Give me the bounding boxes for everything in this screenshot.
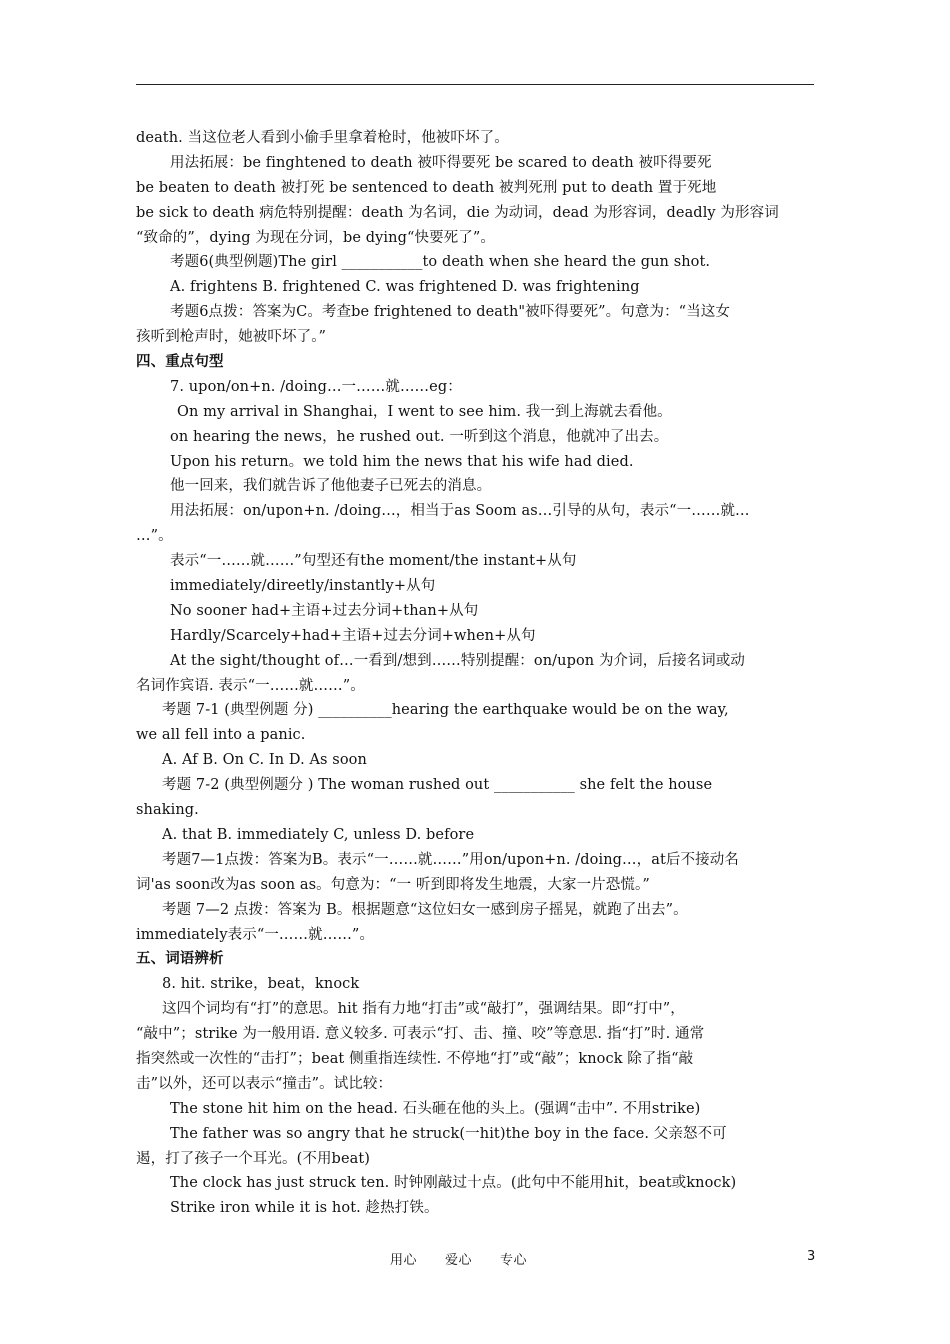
exam-question: shaking. xyxy=(136,802,199,819)
example-sentence: on hearing the news，he rushed out. 一听到这个消息，他就冲了出去。 xyxy=(170,428,669,445)
answer-options: A. that B. immediately C, unless D. before xyxy=(162,826,475,843)
exam-question: 考题 7-2 (典型例题分 ) The woman rushed out ___________ she felt the house xyxy=(162,777,713,794)
section-heading: 五、词语辨析 xyxy=(136,951,224,968)
text-line: “敲中”；strike 为一般用语. 意义较多. 可表示“打、击、撞、咬”等意思. 指“打”时. 通常 xyxy=(136,1026,705,1043)
text-line: 8. hit. strike，beat，knock xyxy=(162,976,360,993)
section-heading: 四、重点句型 xyxy=(136,354,224,371)
text-line: 表示“一……就……”句型还有the moment/the instant+从句 xyxy=(170,553,577,570)
text-line: 孩听到枪声时，她被吓坏了。” xyxy=(136,329,327,346)
text-line: 考题 7—2 点拨：答案为 B。根据题意“这位妇女一感到房子摇晃，就跑了出去”。 xyxy=(162,901,688,918)
text-line: death. 当这位老人看到小偷手里拿着枪时，他被吓坏了。 xyxy=(136,130,509,146)
answer-options: A. frightens B. frightened C. was frightened D. was frightening xyxy=(170,279,640,296)
example-sentence: On my arrival in Shanghai，I went to see him. 我一到上海就去看他。 xyxy=(177,403,672,420)
example-sentence: Strike iron while it is hot. 趁热打铁。 xyxy=(170,1200,439,1217)
page-number: 3 xyxy=(807,1249,816,1264)
text-line: 名词作宾语. 表示“一……就……”。 xyxy=(136,677,365,694)
text-line: 用法拓展：on/upon+n. /doing…，相当于as Soom as…引导的从句，表示“一……就… xyxy=(170,503,750,520)
text-line: 7. upon/on+n. /doing…一……就……eg： xyxy=(170,378,462,395)
text-line: …”。 xyxy=(136,528,173,545)
answer-options: A. Af B. On C. In D. As soon xyxy=(162,752,367,769)
text-line: 指突然或一次性的“击打”；beat 侧重指连续性. 不停地“打”或“敲”；knock 除了指“敲 xyxy=(136,1050,694,1067)
text-line: 用法拓展：be finghtened to death 被吓得要死 be scared to death 被吓得要死 xyxy=(170,154,712,171)
exam-question: 考题6(典型例题)The girl ___________to death when she heard the gun shot. xyxy=(170,254,711,271)
example-sentence: The clock has just struck ten. 时钟刚敲过十点。(此句中不能用hit，beat或knock) xyxy=(170,1175,737,1192)
example-sentence: Upon his return。we told him the news that his wife had died. xyxy=(170,453,634,470)
text-line: 考题7—1点拨：答案为B。表示“一……就……”用on/upon+n. /doing…，at后不接动名 xyxy=(162,851,739,868)
text-line: At the sight/thought of…一看到/想到……特别提醒：on/upon 为介词，后接名词或动 xyxy=(170,652,745,669)
text-line: immediately/direetly/instantly+从句 xyxy=(170,578,436,595)
text-line: “致命的”，dying 为现在分词，be dying“快要死了”。 xyxy=(136,229,495,246)
page-footer xyxy=(0,1249,950,1269)
header-rule xyxy=(136,84,814,85)
footer-word: 爱心 xyxy=(445,1253,473,1268)
text-line: 这四个词均有“打”的意思。hit 指有力地“打击”或“敲打”，强调结果。即“打中”， xyxy=(162,1001,685,1018)
text-line: be sick to death 病危特别提醒：death 为名词，die 为动词，dead 为形容词，deadly 为形容词 xyxy=(136,204,779,221)
text-line: Hardly/Scarcely+had+主语+过去分词+when+从句 xyxy=(170,627,536,644)
exam-question: we all fell into a panic. xyxy=(136,727,306,744)
footer-word: 用心 xyxy=(390,1253,418,1268)
text-line: be beaten to death 被打死 be sentenced to death 被判死刑 put to death 置于死地 xyxy=(136,179,717,196)
example-sentence: 遏，打了孩子一个耳光。(不用beat) xyxy=(136,1150,371,1167)
example-sentence: The father was so angry that he struck(一hit)the boy in the face. 父亲怒不可 xyxy=(170,1125,727,1142)
text-line: 词'as soon改为as soon as。句意为：“一 听到即将发生地震，大家一片恐慌。” xyxy=(136,876,650,893)
footer-motto xyxy=(390,1249,555,1268)
document-body xyxy=(136,126,816,1221)
exam-question: 考题 7-1 (典型例题 分) __________hearing the earthquake would be on the way, xyxy=(162,702,729,719)
example-sentence: The stone hit him on the head. 石头砸在他的头上。(强调“击中”. 不用strike) xyxy=(170,1100,701,1117)
footer-word: 专心 xyxy=(500,1253,528,1268)
text-line: 考题6点拨：答案为C。考查be frightened to death"被吓得要死”。句意为：“当这女 xyxy=(170,304,730,321)
text-line: 击”以外，还可以表示“撞击”。试比较： xyxy=(136,1075,393,1092)
text-line: No sooner had+主语+过去分词+than+从句 xyxy=(170,602,479,619)
text-line: immediately表示“一……就……”。 xyxy=(136,926,375,943)
text-line: 他一回来，我们就告诉了他他妻子已死去的消息。 xyxy=(170,478,492,495)
